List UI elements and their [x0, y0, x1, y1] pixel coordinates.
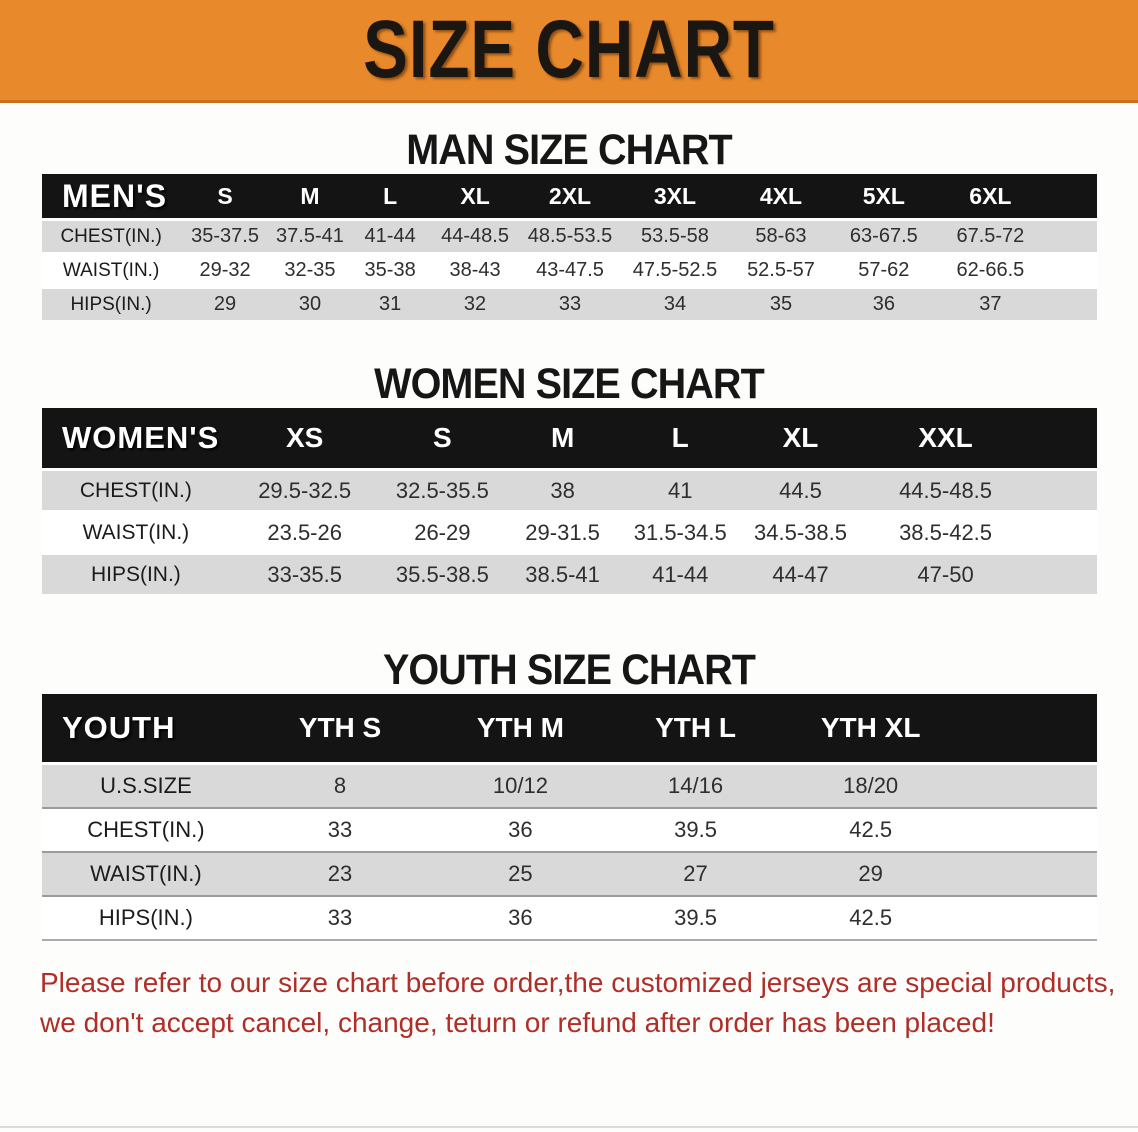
- column-header: YTH XL: [780, 694, 960, 764]
- column-header: L: [620, 408, 740, 470]
- cell: 39.5: [611, 896, 781, 940]
- cell: 29-31.5: [505, 512, 620, 554]
- cell: 47-50: [861, 554, 1031, 595]
- header-row: [42, 694, 1097, 764]
- column-header: M: [270, 174, 350, 220]
- column-header: YTH S: [250, 694, 430, 764]
- cell: 26-29: [380, 512, 506, 554]
- cell: 35.5-38.5: [380, 554, 506, 595]
- notice-line-2: we don't accept cancel, change, teturn or refund after order has been placed!: [40, 1007, 995, 1038]
- cell: 36: [430, 808, 610, 852]
- column-header: YTH L: [611, 694, 781, 764]
- cell: 27: [611, 852, 781, 896]
- cell: 62-66.5: [936, 254, 1046, 288]
- table-row: [42, 470, 1097, 512]
- cell: 29.5-32.5: [230, 470, 380, 512]
- cell-filler: [961, 808, 1097, 852]
- cell: 52.5-57: [730, 254, 832, 288]
- row-label: HIPS(IN.): [42, 896, 250, 940]
- cell: 25: [430, 852, 610, 896]
- table-row: [42, 852, 1097, 896]
- table-row: [42, 220, 1097, 254]
- cell: 42.5: [780, 896, 960, 940]
- cell: 38-43: [430, 254, 520, 288]
- cell: 47.5-52.5: [620, 254, 730, 288]
- cell: 41: [620, 470, 740, 512]
- cell-filler: [1030, 470, 1097, 512]
- cell: 63-67.5: [832, 220, 935, 254]
- cell: 23: [250, 852, 430, 896]
- cell: 29: [180, 288, 270, 321]
- cell: 33-35.5: [230, 554, 380, 595]
- bottom-edge-divider: [0, 1126, 1138, 1128]
- cell: 39.5: [611, 808, 781, 852]
- cell: 32.5-35.5: [380, 470, 506, 512]
- cell: 30: [270, 288, 350, 321]
- cell: 31: [350, 288, 430, 321]
- table-row: [42, 764, 1097, 809]
- column-header: S: [180, 174, 270, 220]
- cell: 10/12: [430, 764, 610, 809]
- cell-filler: [1045, 254, 1097, 288]
- cell: 32-35: [270, 254, 350, 288]
- cell: 31.5-34.5: [620, 512, 740, 554]
- row-label: WAIST(IN.): [42, 852, 250, 896]
- cell: 29-32: [180, 254, 270, 288]
- cell: 37: [936, 288, 1046, 321]
- table-row: [42, 554, 1097, 595]
- column-header: M: [505, 408, 620, 470]
- notice-line-1: Please refer to our size chart before order,the customized jerseys are special products,: [40, 967, 1116, 998]
- cell: 37.5-41: [270, 220, 350, 254]
- banner-title: SIZE CHART: [363, 4, 775, 95]
- size-group-label: WOMEN'S: [42, 408, 230, 470]
- column-header: L: [350, 174, 430, 220]
- men-size-table: [42, 174, 1097, 320]
- column-header: XL: [740, 408, 860, 470]
- table-row: [42, 254, 1097, 288]
- cell: 33: [520, 288, 620, 321]
- cell-filler: [1030, 512, 1097, 554]
- women-section-title: WOMEN SIZE CHART: [374, 360, 764, 408]
- row-label: CHEST(IN.): [42, 808, 250, 852]
- cell-filler: [961, 896, 1097, 940]
- cell: 53.5-58: [620, 220, 730, 254]
- header-row: [42, 174, 1097, 220]
- cell: 33: [250, 896, 430, 940]
- cell: 35-38: [350, 254, 430, 288]
- cell: 34: [620, 288, 730, 321]
- column-header: 6XL: [936, 174, 1046, 220]
- row-label: CHEST(IN.): [42, 220, 180, 254]
- row-label: HIPS(IN.): [42, 288, 180, 321]
- youth-section-title: YOUTH SIZE CHART: [382, 646, 756, 694]
- size-group-label: MEN'S: [42, 174, 180, 220]
- header-row: [42, 408, 1097, 470]
- cell: 48.5-53.5: [520, 220, 620, 254]
- cell: 41-44: [350, 220, 430, 254]
- cell: 38: [505, 470, 620, 512]
- cell: 44.5: [740, 470, 860, 512]
- column-header: YTH M: [430, 694, 610, 764]
- row-label: WAIST(IN.): [42, 512, 230, 554]
- column-header: XL: [430, 174, 520, 220]
- header-filler: [961, 694, 1097, 764]
- table-row: [42, 512, 1097, 554]
- column-header: 4XL: [730, 174, 832, 220]
- cell: 14/16: [611, 764, 781, 809]
- row-label: U.S.SIZE: [42, 764, 250, 809]
- man-section-title: MAN SIZE CHART: [406, 126, 732, 174]
- cell: 44-48.5: [430, 220, 520, 254]
- cell: 8: [250, 764, 430, 809]
- cell: 38.5-42.5: [861, 512, 1031, 554]
- header-filler: [1030, 408, 1097, 470]
- cell-filler: [961, 764, 1097, 809]
- cell: 44-47: [740, 554, 860, 595]
- table-row: [42, 808, 1097, 852]
- row-label: WAIST(IN.): [42, 254, 180, 288]
- cell: 29: [780, 852, 960, 896]
- cell: 23.5-26: [230, 512, 380, 554]
- cell-filler: [1030, 554, 1097, 595]
- column-header: 2XL: [520, 174, 620, 220]
- row-label: CHEST(IN.): [42, 470, 230, 512]
- cell: 33: [250, 808, 430, 852]
- banner: [0, 0, 1138, 103]
- cell: 18/20: [780, 764, 960, 809]
- cell: 44.5-48.5: [861, 470, 1031, 512]
- column-header: 5XL: [832, 174, 935, 220]
- cell: 34.5-38.5: [740, 512, 860, 554]
- cell-filler: [1045, 220, 1097, 254]
- column-header: S: [380, 408, 506, 470]
- column-header: XXL: [861, 408, 1031, 470]
- cell: 41-44: [620, 554, 740, 595]
- youth-size-table: [42, 694, 1097, 941]
- cell: 35: [730, 288, 832, 321]
- cell: 42.5: [780, 808, 960, 852]
- women-size-table: [42, 408, 1097, 594]
- column-header: 3XL: [620, 174, 730, 220]
- row-label: HIPS(IN.): [42, 554, 230, 595]
- cell: 35-37.5: [180, 220, 270, 254]
- cell: 43-47.5: [520, 254, 620, 288]
- table-row: [42, 896, 1097, 940]
- cell: 67.5-72: [936, 220, 1046, 254]
- cell: 36: [832, 288, 935, 321]
- cell: 58-63: [730, 220, 832, 254]
- cell-filler: [961, 852, 1097, 896]
- cell: 38.5-41: [505, 554, 620, 595]
- cell-filler: [1045, 288, 1097, 321]
- size-group-label: YOUTH: [42, 694, 250, 764]
- cell: 32: [430, 288, 520, 321]
- order-notice: [40, 963, 1138, 1043]
- cell: 57-62: [832, 254, 935, 288]
- header-filler: [1045, 174, 1097, 220]
- cell: 36: [430, 896, 610, 940]
- column-header: XS: [230, 408, 380, 470]
- table-row: [42, 288, 1097, 321]
